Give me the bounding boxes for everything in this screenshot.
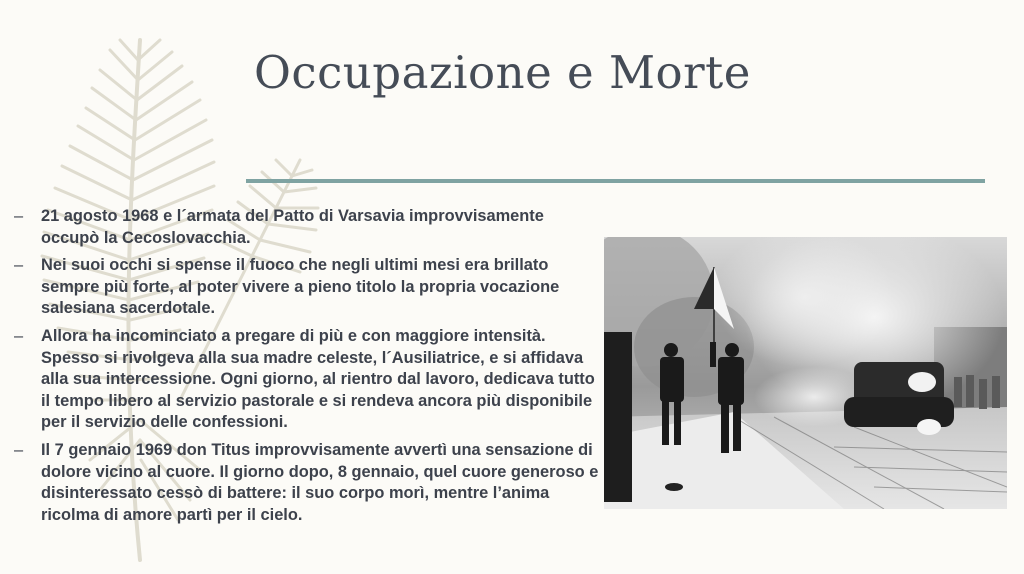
bullet-dash-icon: – xyxy=(14,440,24,459)
historical-photo xyxy=(604,237,1007,509)
bullet-item xyxy=(14,440,604,526)
bullet-dash-icon: – xyxy=(14,256,24,275)
bullet-list xyxy=(14,206,604,532)
bullet-text: Allora ha incominciato a pregare di più e con maggiore intensità. Spesso si rivolgeva alla sua madre celeste, l´Ausiliatrice, e si affidava alla sua intercessione. Ogni giorno, al rientro dal lavoro, dedicava tutto il tempo libero al servizio pastorale e si rendeva ancora più disponibile per il servizio delle confessioni. xyxy=(41,326,595,432)
bullet-dash-icon: – xyxy=(14,326,24,345)
bullet-text: Nei suoi occhi si spense il fuoco che negli ultimi mesi era brillato sempre più forte, al poter vivere a pieno titolo la propria vocazione salesiana sacerdotale. xyxy=(41,256,560,318)
bullet-text: Il 7 gennaio 1969 don Titus improvvisamente avvertì una sensazione di dolore vicino al cuore. Il giorno dopo, 8 gennaio, quel cuore generoso e disinteressato cessò di battere: il suo corpo morì, mentre l’anima ricolma di amore partì per il cielo. xyxy=(41,440,599,524)
bullet-text: 21 agosto 1968 e l´armata del Patto di Varsavia improvvisamente occupò la Cecoslovacchia. xyxy=(41,207,544,247)
bullet-item xyxy=(14,255,604,320)
bullet-dash-icon: – xyxy=(14,207,24,225)
bullet-item xyxy=(14,206,604,249)
bullet-item xyxy=(14,326,604,434)
slide-title: Occupazione e Morte xyxy=(254,46,751,99)
photo-illustration xyxy=(604,237,1007,509)
title-divider xyxy=(246,179,985,183)
